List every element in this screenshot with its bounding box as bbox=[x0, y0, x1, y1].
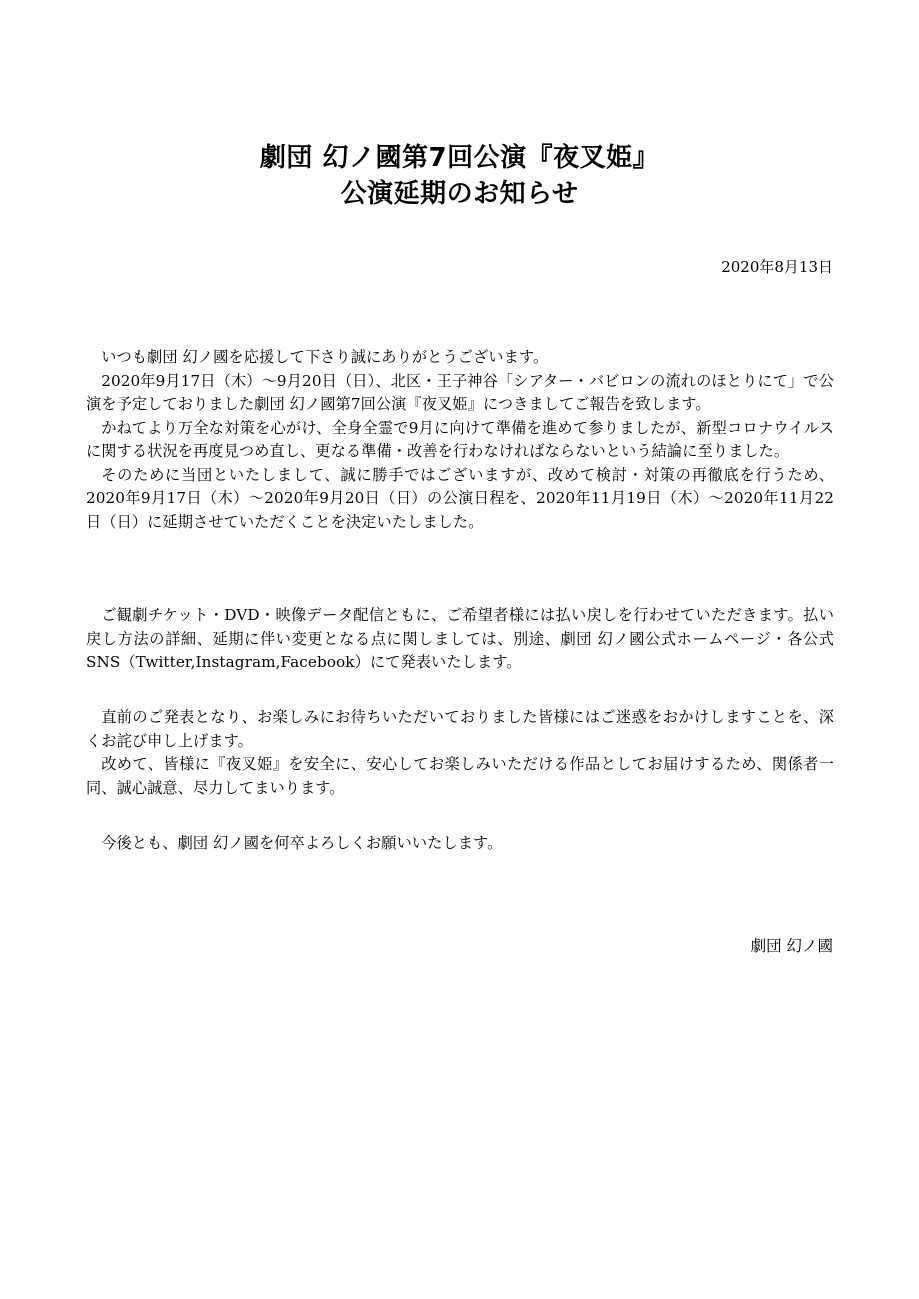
paragraph-group-apology bbox=[86, 706, 834, 800]
paragraph-postponement: そのために当団といたしまして、誠に勝手ではございますが、改めて検討・対策の再徹底を行うため、2020年9月17日（木）～2020年9月20日（日）の公演日程を、2020年11月19日（木）～2020年11月22日（日）に延期させていただくことを決定いたしました。 bbox=[86, 465, 835, 531]
paragraph-group-closing bbox=[86, 832, 834, 856]
paragraph-apology: 直前のご発表となり、お楽しみにお待ちいただいておりました皆様にはご迷惑をおかけしますことを、深くお詫び申し上げます。 bbox=[86, 708, 834, 750]
paragraph-closing: 今後とも、劇団 幻ノ國を何卒よろしくお願いいたします。 bbox=[101, 834, 503, 852]
document-signature: 劇団 幻ノ國 bbox=[750, 937, 833, 955]
document-subtitle: 公演延期のお知らせ bbox=[340, 179, 579, 209]
paragraph-group-announcement bbox=[86, 346, 834, 534]
paragraph-greeting: いつも劇団 幻ノ國を応援して下さり誠にありがとうございます。 bbox=[101, 348, 549, 366]
paragraph-commitment: 改めて、皆様に『夜叉姫』を安全に、安心してお楽しみいただける作品としてお届けするため、関係者一同、誠心誠意、尽力してまいります。 bbox=[86, 755, 834, 797]
document-date: 2020年8月13日 bbox=[721, 258, 833, 276]
paragraph-refund: ご観劇チケット・DVD・映像データ配信ともに、ご希望者様には払い戻しを行わせていただきます。払い戻し方法の詳細、延期に伴い変更となる点に関しましては、別途、劇団 幻ノ國公式ホームページ・各公式SNS（Twitter,Instagram,Facebook）にて発表いたします。 bbox=[86, 606, 834, 671]
paragraph-reason: かねてより万全な対策を心がけ、全身全霊で9月に向けて準備を進めて参りましたが、新型コロナウイルスに関する状況を再度見つめ直し、更なる準備・改善を行わなければならないという結論に至りました。 bbox=[86, 418, 834, 460]
document-title: 劇団 幻ノ國第7回公演『夜叉姫』 bbox=[259, 143, 660, 173]
paragraph-group-refund bbox=[86, 604, 834, 675]
paragraph-performance-info: 2020年9月17日（木）～9月20日（日）、北区・王子神谷「シアター・バビロンの流れのほとりにて」で公演を予定しておりました劇団 幻ノ國第7回公演『夜叉姫』につきましてご報告を致します。 bbox=[86, 371, 834, 413]
